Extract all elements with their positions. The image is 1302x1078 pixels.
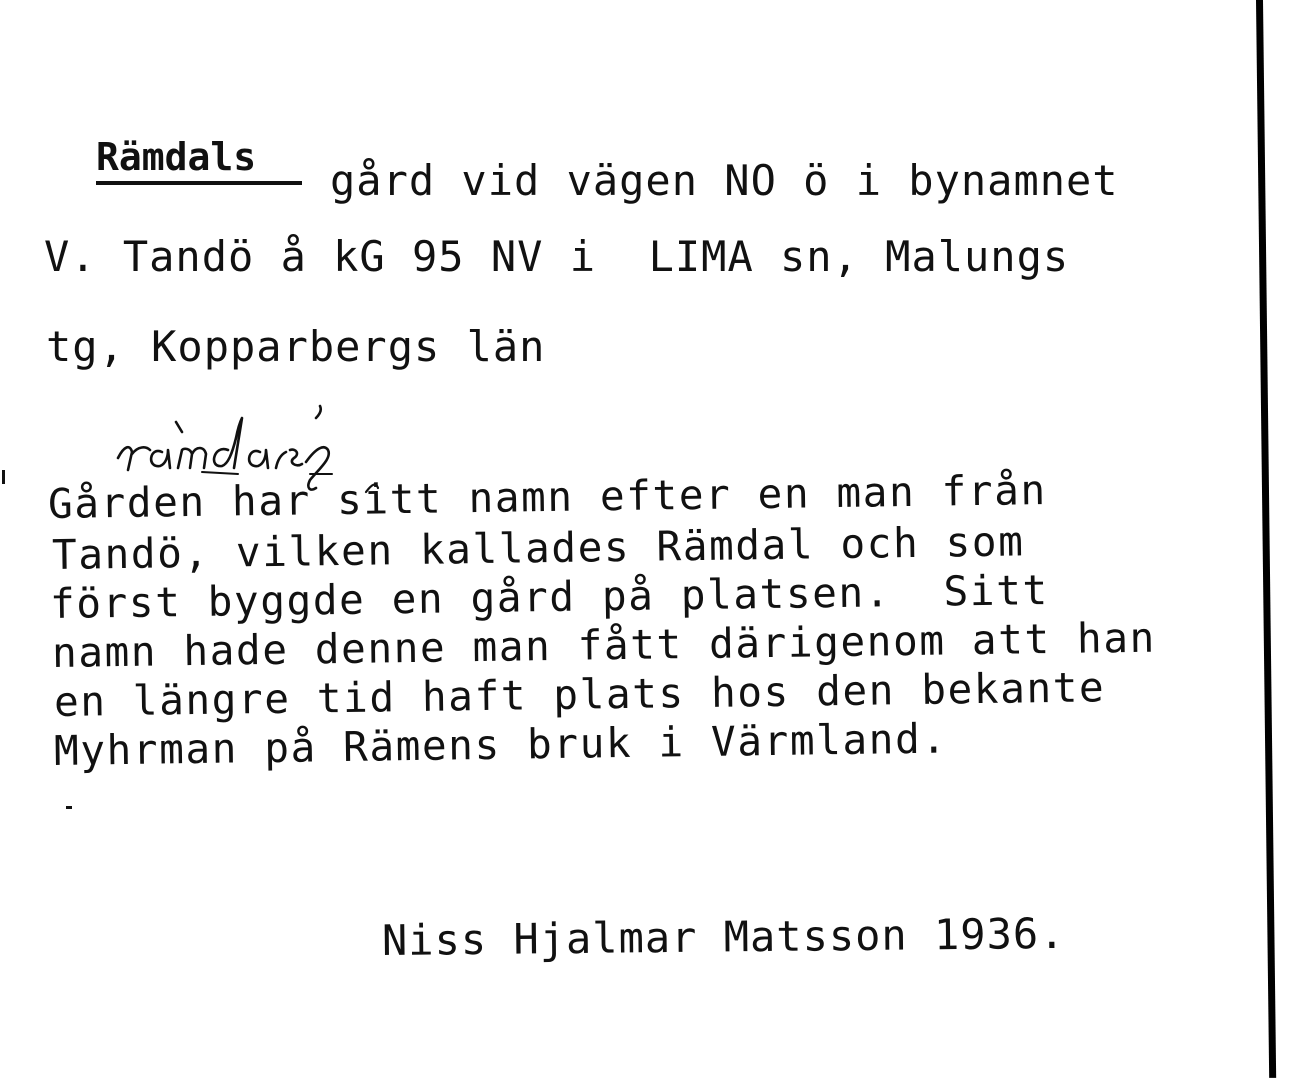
description-line-1: gård vid vägen NO ö i bynamnet (330, 156, 1119, 205)
scan-speck (2, 470, 5, 484)
description-line-3: tg, Kopparbergs län (46, 322, 546, 371)
description-line-2: V. Tandö å kG 95 NV i LIMA sn, Malungs (44, 232, 1070, 281)
heading-underline (96, 181, 302, 185)
paragraph-line: Tandö, vilken kallades Rämdal och som (51, 517, 1025, 579)
paragraph-line: först byggde en gård på platsen. Sitt (49, 566, 1050, 628)
signature-line: Niss Hjalmar Matsson 1936. (381, 908, 1066, 965)
card-edge-line (1256, 0, 1276, 1078)
paragraph-line: namn hade denne man fått därigenom att han (51, 613, 1157, 677)
place-name-heading: Rämdals (96, 135, 257, 179)
paragraph-line: Myhrman på Rämens bruk i Värmland. (53, 714, 948, 775)
paragraph-line: en längre tid haft plats hos den bekante (53, 663, 1106, 726)
paragraph-line: Gården har sitt namn efter en man från (47, 466, 1048, 528)
scan-speck (66, 806, 72, 809)
